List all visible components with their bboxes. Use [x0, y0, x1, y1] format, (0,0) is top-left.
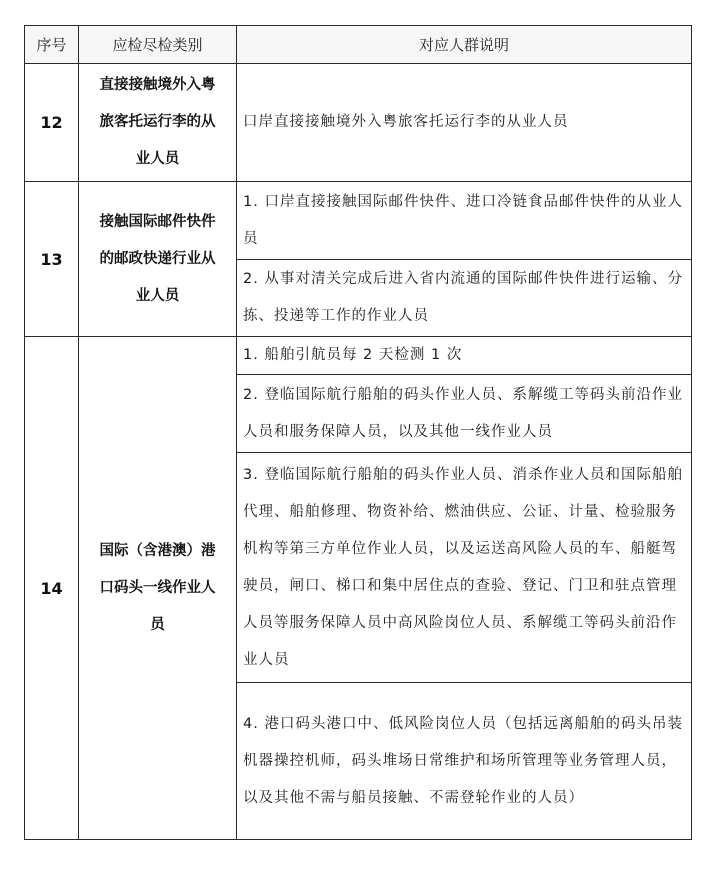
category-line: 业人员: [135, 151, 180, 167]
category-line: 国际（含港澳）港: [99, 542, 216, 559]
table-row: [25, 182, 692, 260]
row-number: 14: [25, 337, 79, 840]
category-line: 接触国际邮件快件: [99, 213, 216, 230]
row-description-item: 1. 船舶引航员每 2 天检测 1 次: [237, 337, 692, 375]
category-line: 业人员: [135, 287, 180, 304]
row-description-item: 2. 从事对清关完成后进入省内流通的国际邮件快件进行运输、分拣、投递等工作的作业人员: [237, 260, 692, 337]
table-row: [25, 337, 692, 375]
inspection-category-table: [24, 25, 692, 840]
row-description: 口岸直接接触境外入粤旅客托运行李的从业人员: [237, 64, 692, 182]
row-description-item: 1. 口岸直接接触国际邮件快件、进口冷链食品邮件快件的从业人员: [237, 182, 692, 260]
category-line: 的邮政快递行业从: [99, 250, 216, 267]
row-number: 13: [25, 182, 79, 337]
row-category: [79, 64, 237, 182]
header-inspection-category: 应检尽检类别: [79, 26, 237, 64]
row-category: [79, 337, 237, 840]
category-line: 口码头一线作业人: [99, 579, 216, 596]
row-description-item: 3. 登临国际航行船舶的码头作业人员、消杀作业人员和国际船舶代理、船舶修理、物资补给、燃油供应、公证、计量、检验服务机构等第三方单位作业人员，以及运送高风险人员的车、船艇驾驶员，闸口、梯口和集中居住点的查验、登记、门卫和驻点管理人员等服务保障人员中高风险岗位人员、系解缆工等码头前沿作业人员: [237, 453, 692, 683]
table-row: [25, 64, 692, 182]
category-line: 旅客托运行李的从: [99, 114, 216, 130]
header-serial-number: 序号: [25, 26, 79, 64]
category-line: 员: [150, 616, 165, 633]
row-category: [79, 182, 237, 337]
row-number: 12: [25, 64, 79, 182]
row-description-item: 2. 登临国际航行船舶的码头作业人员、系解缆工等码头前沿作业人员和服务保障人员，以及其他一线作业人员: [237, 375, 692, 453]
category-line: 直接接触境外入粤: [99, 77, 216, 93]
row-description-item: 4. 港口码头港口中、低风险岗位人员（包括远离船舶的码头吊装机器操控机师，码头堆场日常维护和场所管理等业务管理人员，以及其他不需与船员接触、不需登轮作业的人员）: [237, 683, 692, 840]
header-population-description: 对应人群说明: [237, 26, 692, 64]
table-header-row: [25, 26, 692, 64]
